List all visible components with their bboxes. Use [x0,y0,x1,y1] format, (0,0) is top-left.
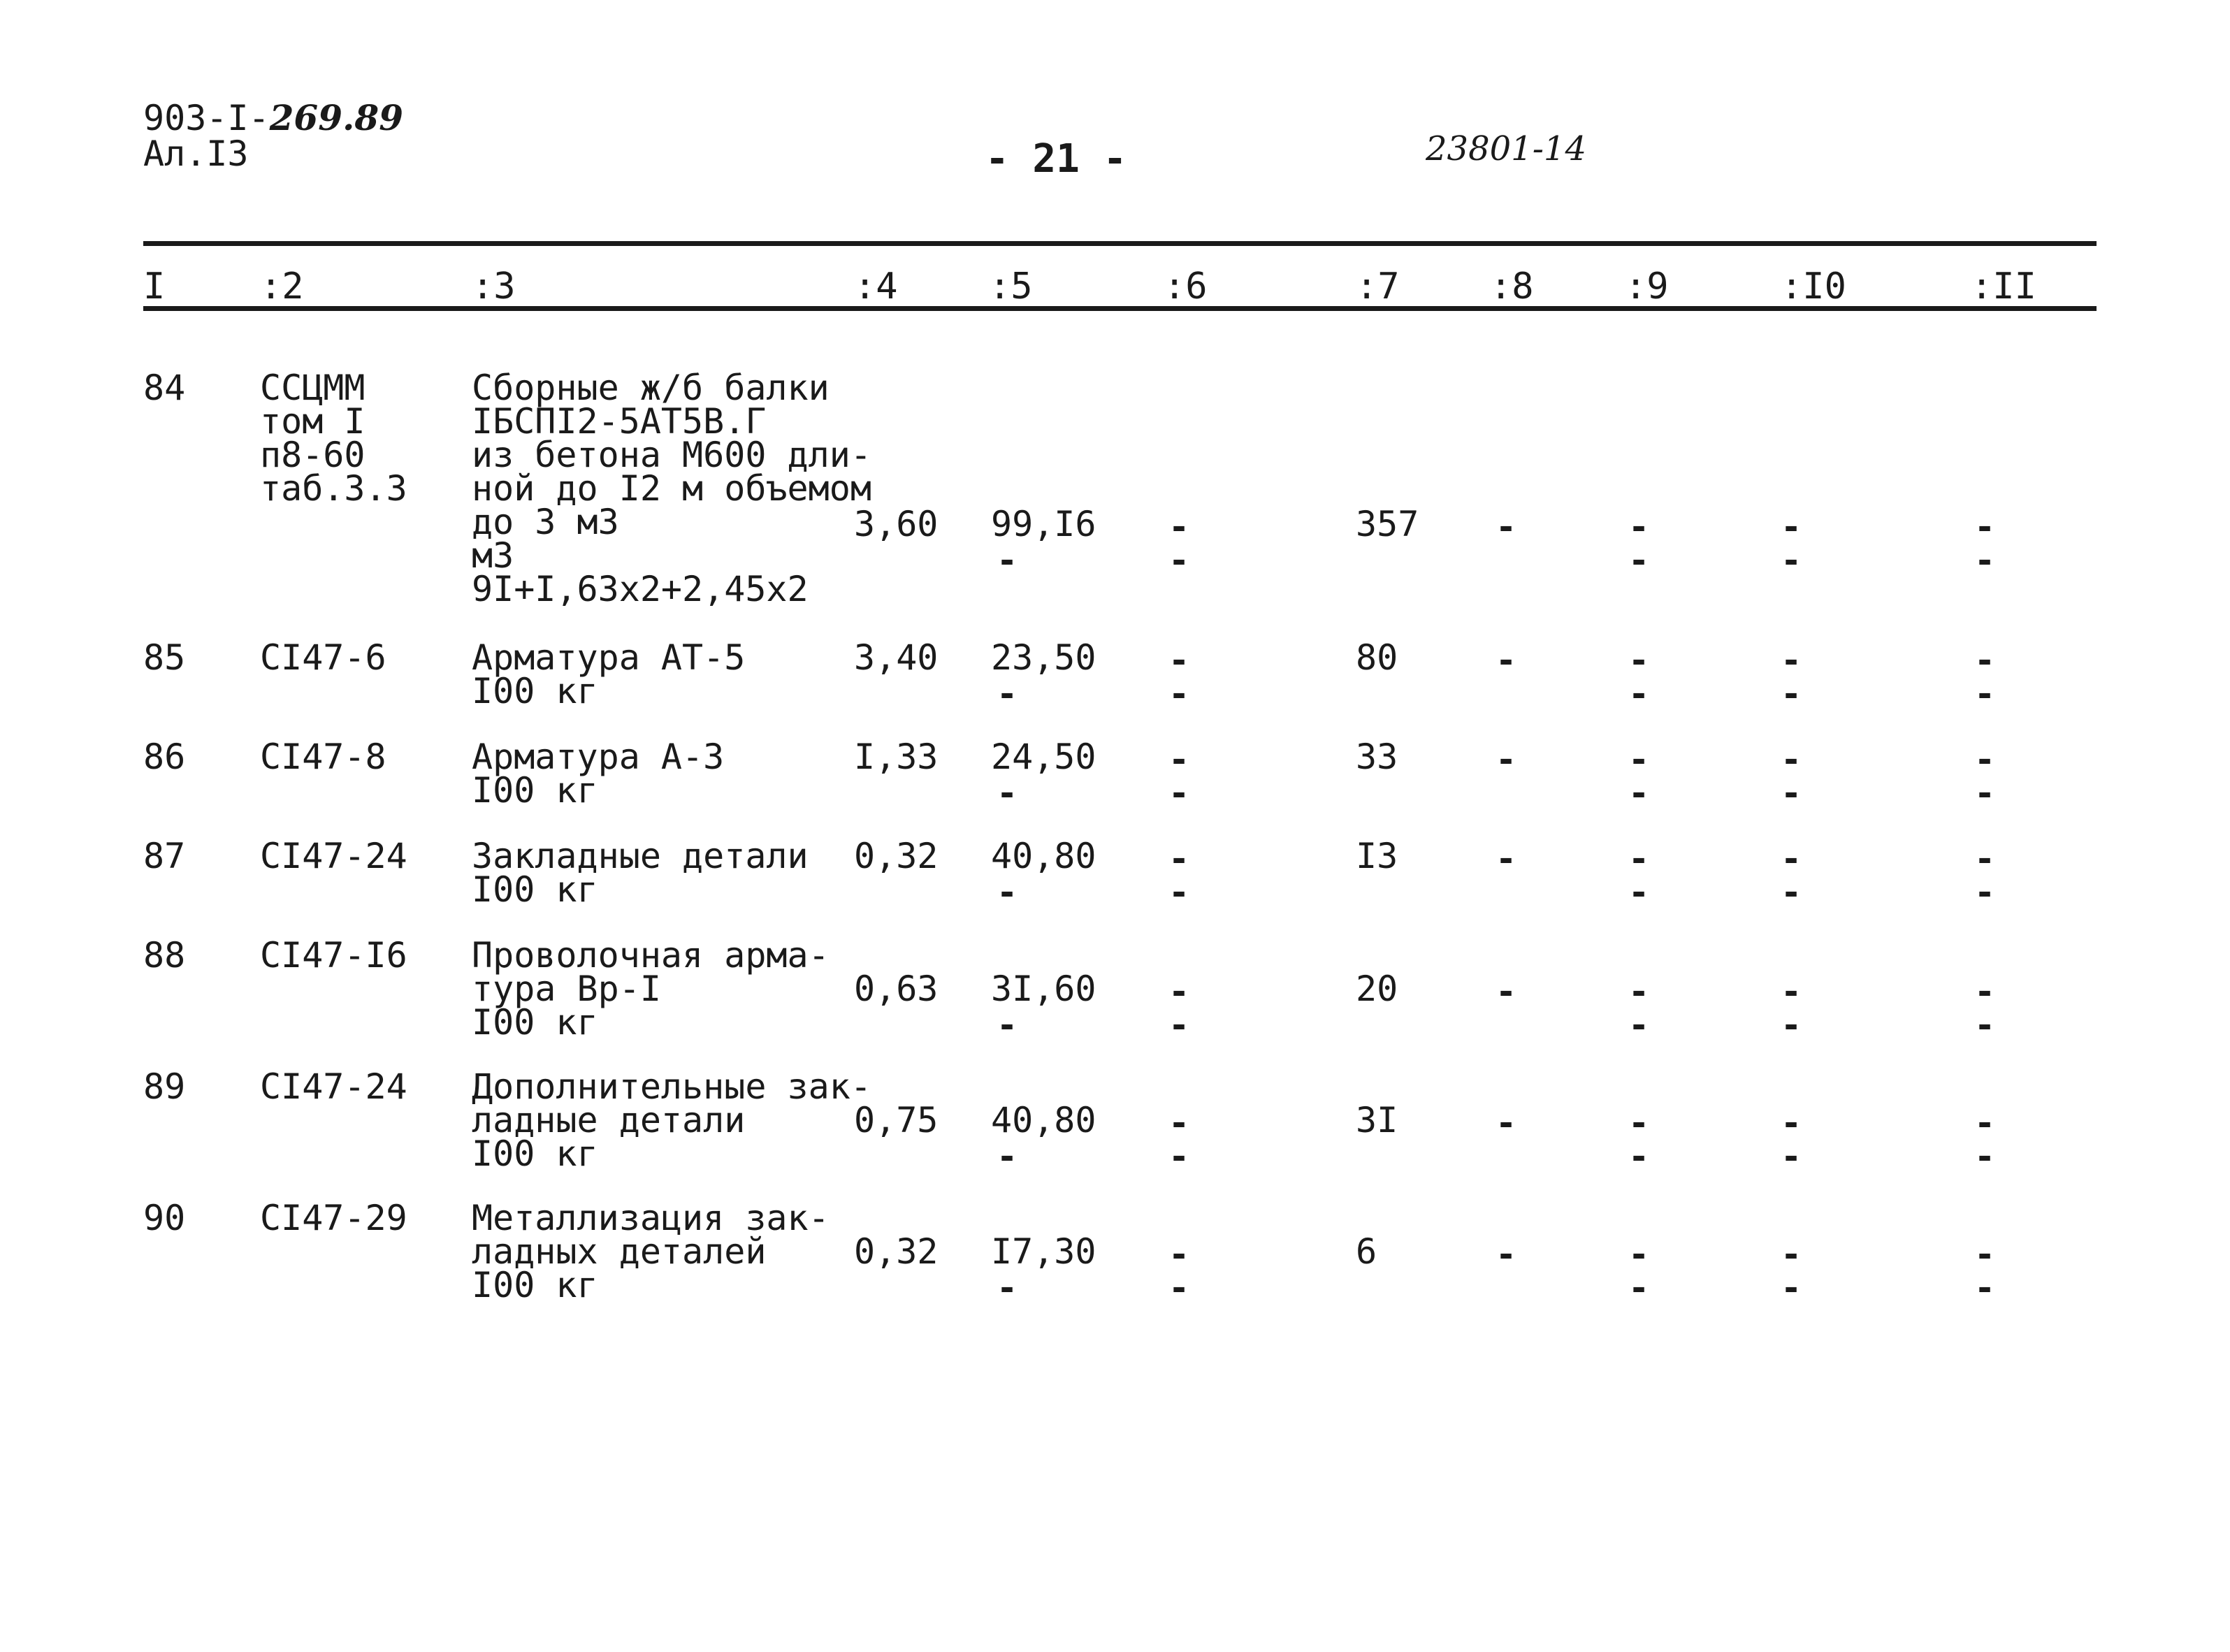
total-cost-value: 357 [1356,504,1419,544]
norm-code-line: СI47-29 [260,1198,407,1238]
page-number: - 21 - [985,136,1127,182]
col6-value: - [1168,1103,1190,1143]
col11-sub-value: - [1974,773,1996,813]
norm-code-line: СI47-8 [260,737,386,777]
unit-cost-value: I7,30 [991,1231,1096,1272]
col6-sub-value: - [1168,1136,1190,1177]
column-header: :3 [472,266,516,307]
col11-value: - [1974,1103,1996,1143]
col8-value: - [1496,640,1517,681]
col10-sub-value: - [1781,1136,1802,1177]
norm-code-line: том I [260,401,365,442]
col10-value: - [1781,507,1802,547]
col9-sub-value: - [1628,1136,1650,1177]
col9-sub-value: - [1628,1268,1650,1308]
work-description-line: I00 кг [472,770,598,811]
column-header: :7 [1356,266,1400,307]
work-description-line: Арматура АТ-5 [472,637,746,678]
col8-value: - [1496,839,1517,879]
column-header: :I0 [1781,266,1846,307]
column-header: :9 [1625,266,1669,307]
total-cost-value: 33 [1356,737,1398,777]
work-description-line: I00 кг [472,869,598,910]
col11-sub-value: - [1974,872,1996,913]
total-cost-value: 6 [1356,1231,1377,1272]
col9-sub-value: - [1628,674,1650,714]
unit-cost-value: 23,50 [991,637,1096,678]
col11-sub-value: - [1974,540,1996,581]
column-header: :4 [854,266,898,307]
norm-code-line: ССЦММ [260,368,365,408]
col11-value: - [1974,971,1996,1012]
document-code [143,97,403,138]
col11-sub-value: - [1974,1136,1996,1177]
unit-cost-sub-value: - [997,540,1018,581]
col6-value: - [1168,1234,1190,1275]
unit-cost-sub-value: - [997,674,1018,714]
work-description-line: Дополнительные зак- [472,1066,871,1107]
total-cost-value: I3 [1356,836,1398,876]
column-header: :5 [989,266,1033,307]
unit-cost-sub-value: - [997,1005,1018,1045]
norm-code-line: п8-60 [260,435,365,475]
col11-sub-value: - [1974,1005,1996,1045]
column-header: I [143,266,166,307]
work-description-line: I00 кг [472,671,598,711]
col6-value: - [1168,839,1190,879]
norm-code-line: СI47-24 [260,836,407,876]
col10-value: - [1781,1103,1802,1143]
col6-sub-value: - [1168,1005,1190,1045]
col9-value: - [1628,839,1650,879]
col6-sub-value: - [1168,773,1190,813]
quantity-value: 0,32 [854,836,939,876]
col8-value: - [1496,1234,1517,1275]
col9-value: - [1628,507,1650,547]
total-cost-value: 3I [1356,1100,1398,1140]
row-number: 90 [143,1198,186,1238]
col10-value: - [1781,1234,1802,1275]
total-cost-value: 20 [1356,969,1398,1009]
col11-value: - [1974,739,1996,780]
unit-cost-value: 24,50 [991,737,1096,777]
col6-value: - [1168,640,1190,681]
unit-cost-sub-value: - [997,1136,1018,1177]
col9-sub-value: - [1628,1005,1650,1045]
col9-value: - [1628,1234,1650,1275]
unit-cost-value: 40,80 [991,836,1096,876]
norm-code-line: СI47-I6 [260,935,407,976]
row-number: 84 [143,368,186,408]
col6-value: - [1168,739,1190,780]
row-number: 85 [143,637,186,678]
norm-code-line: СI47-6 [260,637,386,678]
work-description-line: ладных деталей [472,1231,767,1272]
quantity-value: 3,60 [854,504,939,544]
work-description-line: из бетона М600 дли- [472,435,871,475]
column-header: :II [1971,266,2036,307]
col11-value: - [1974,507,1996,547]
col9-sub-value: - [1628,540,1650,581]
col6-value: - [1168,507,1190,547]
work-description-line: I00 кг [472,1133,598,1174]
col6-sub-value: - [1168,540,1190,581]
col8-value: - [1496,971,1517,1012]
quantity-value: I,33 [854,737,939,777]
work-description-line: тура Вр-I [472,969,661,1009]
col10-sub-value: - [1781,674,1802,714]
col11-sub-value: - [1974,674,1996,714]
col10-sub-value: - [1781,1268,1802,1308]
row-number: 86 [143,737,186,777]
unit-cost-sub-value: - [997,872,1018,913]
col10-sub-value: - [1781,773,1802,813]
col10-value: - [1781,971,1802,1012]
norm-code-line: СI47-24 [260,1066,407,1107]
column-header: :8 [1490,266,1534,307]
work-description-line: Металлизация зак- [472,1198,830,1238]
col9-sub-value: - [1628,773,1650,813]
row-number: 88 [143,935,186,976]
unit-cost-sub-value: - [997,1268,1018,1308]
work-description-line: ной до I2 м объемом [472,468,871,509]
col10-value: - [1781,839,1802,879]
quantity-value: 0,32 [854,1231,939,1272]
col8-value: - [1496,739,1517,780]
row-number: 89 [143,1066,186,1107]
work-description-line: IБСПI2-5АТ5В.Г [472,401,767,442]
col6-sub-value: - [1168,872,1190,913]
work-description-line: I00 кг [472,1002,598,1043]
col9-value: - [1628,1103,1650,1143]
top-rule [143,241,2097,246]
col9-value: - [1628,739,1650,780]
archive-number: 23801-14 [1426,129,1586,168]
column-header: :6 [1164,266,1208,307]
work-description-line: до 3 м3 [472,502,619,542]
col10-sub-value: - [1781,1005,1802,1045]
col6-value: - [1168,971,1190,1012]
row-number: 87 [143,836,186,876]
col11-value: - [1974,1234,1996,1275]
work-description-line: Сборные ж/б балки [472,368,830,408]
work-description-line: Проволочная арма- [472,935,830,976]
quantity-value: 0,75 [854,1100,939,1140]
norm-code-line: таб.3.3 [260,468,407,509]
col10-value: - [1781,640,1802,681]
document-code-prefix: 903-I- [143,98,270,138]
col9-value: - [1628,640,1650,681]
unit-cost-sub-value: - [997,773,1018,813]
col11-value: - [1974,640,1996,681]
work-description-line: 9I+I,63х2+2,45х2 [472,569,809,609]
unit-cost-value: 3I,60 [991,969,1096,1009]
col8-value: - [1496,1103,1517,1143]
quantity-value: 0,63 [854,969,939,1009]
col9-value: - [1628,971,1650,1012]
col6-sub-value: - [1168,1268,1190,1308]
work-description-line: I00 кг [472,1265,598,1305]
col8-value: - [1496,507,1517,547]
document-code-handwritten: 269.89 [269,97,403,138]
unit-cost-value: 99,I6 [991,504,1096,544]
work-description-line: Арматура А-3 [472,737,725,777]
col10-value: - [1781,739,1802,780]
total-cost-value: 80 [1356,637,1398,678]
col11-sub-value: - [1974,1268,1996,1308]
quantity-value: 3,40 [854,637,939,678]
work-description-line: Закладные детали [472,836,809,876]
col10-sub-value: - [1781,872,1802,913]
work-description-line: м3 [472,535,514,576]
col9-sub-value: - [1628,872,1650,913]
album-label: Ал.I3 [143,133,249,174]
col10-sub-value: - [1781,540,1802,581]
unit-cost-value: 40,80 [991,1100,1096,1140]
col11-value: - [1974,839,1996,879]
col6-sub-value: - [1168,674,1190,714]
work-description-line: ладные детали [472,1100,746,1140]
column-header: :2 [260,266,304,307]
